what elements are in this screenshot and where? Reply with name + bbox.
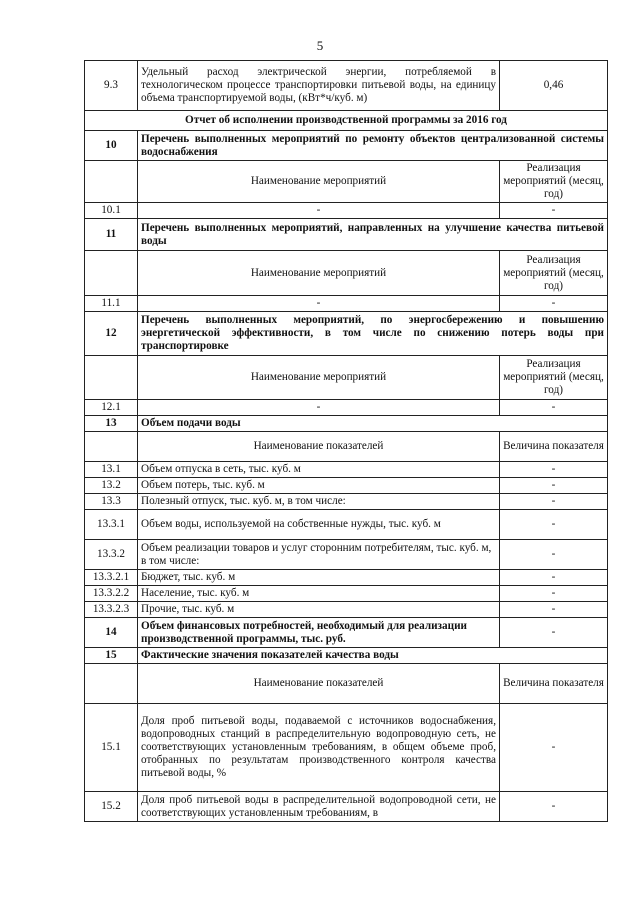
row-name: - [138, 203, 500, 219]
indicator-value: - [500, 478, 608, 494]
column-header-row [85, 251, 608, 296]
table-row [85, 494, 608, 510]
row-number: 13.3.2.3 [85, 602, 138, 618]
indicator-value: - [500, 494, 608, 510]
section-title: Объем финансовых потребностей, необходимый для реализации производственной программы, тыс. руб. [138, 618, 500, 648]
table-row [85, 540, 608, 570]
table-row [85, 296, 608, 312]
column-header-row [85, 356, 608, 400]
row-name: - [138, 296, 500, 312]
column-header-implementation: Реализация мероприятий (месяц, год) [500, 161, 608, 203]
row-value: - [500, 203, 608, 219]
row-number: 15.2 [85, 792, 138, 822]
indicator-value: - [500, 570, 608, 586]
table-row [85, 462, 608, 478]
section-title: Перечень выполненных мероприятий по ремонту объектов централизованной системы водоснабжения [138, 131, 608, 161]
indicator-value: - [500, 540, 608, 570]
indicator-value: - [500, 602, 608, 618]
indicator-value: - [500, 792, 608, 822]
indicator-text: Объем отпуска в сеть, тыс. куб. м [138, 462, 500, 478]
column-header-name: Наименование показателей [138, 432, 500, 462]
column-header-value: Величина показателя [500, 664, 608, 704]
row-number: 13.2 [85, 478, 138, 494]
section-header-row [85, 416, 608, 432]
section-number: 14 [85, 618, 138, 648]
indicator-text: Объем реализации товаров и услуг сторонним потребителям, тыс. куб. м, в том числе: [138, 540, 500, 570]
production-program-table [84, 60, 608, 822]
row-number: 13.3.2.1 [85, 570, 138, 586]
row-value: - [500, 400, 608, 416]
section-header-row [85, 618, 608, 648]
row-number: 13.3.2.2 [85, 586, 138, 602]
section-header-row [85, 131, 608, 161]
row-number: 15.1 [85, 704, 138, 792]
section-number: 15 [85, 648, 138, 664]
column-header-name: Наименование мероприятий [138, 161, 500, 203]
table-row [85, 400, 608, 416]
section-title: Фактические значения показателей качества воды [138, 648, 608, 664]
section-header-row [85, 219, 608, 251]
page-number: 5 [316, 38, 324, 53]
table-row [85, 61, 608, 111]
indicator-text: Объем воды, используемой на собственные нужды, тыс. куб. м [138, 510, 500, 540]
row-number: 13.3 [85, 494, 138, 510]
row-number: 11.1 [85, 296, 138, 312]
report-title: Отчет об исполнении производственной программы за 2016 год [85, 111, 608, 131]
section-number: 13 [85, 416, 138, 432]
indicator-text: Удельный расход электрической энергии, потребляемой в технологическом процессе транспортировки питьевой воды, на единицу объема транспортируемой воды, (кВт*ч/куб. м) [138, 61, 500, 111]
section-header-row [85, 648, 608, 664]
table-row [85, 602, 608, 618]
table-row [85, 570, 608, 586]
indicator-value: - [500, 704, 608, 792]
column-header-row [85, 432, 608, 462]
indicator-value: - [500, 510, 608, 540]
indicator-text: Объем потерь, тыс. куб. м [138, 478, 500, 494]
row-number: 9.3 [85, 61, 138, 111]
section-title-row [85, 111, 608, 131]
indicator-value: 0,46 [500, 61, 608, 111]
section-number: 12 [85, 312, 138, 356]
indicator-text: Полезный отпуск, тыс. куб. м, в том числе: [138, 494, 500, 510]
row-number: 10.1 [85, 203, 138, 219]
indicator-value: - [500, 462, 608, 478]
indicator-text: Доля проб питьевой воды, подаваемой с источников водоснабжения, водопроводных станций в распределительную водопроводную сеть, не соответствующих установленным требованиям, в общем объеме проб, отобранных по результатам производственного контроля качества питьевой воды, % [138, 704, 500, 792]
column-header-row [85, 161, 608, 203]
section-number: 11 [85, 219, 138, 251]
indicator-text: Прочие, тыс. куб. м [138, 602, 500, 618]
row-number: 13.3.2 [85, 540, 138, 570]
row-number: 13.3.1 [85, 510, 138, 540]
indicator-value: - [500, 586, 608, 602]
row-value: - [500, 296, 608, 312]
column-header-name: Наименование мероприятий [138, 251, 500, 296]
row-name: - [138, 400, 500, 416]
table-row [85, 704, 608, 792]
section-number: 10 [85, 131, 138, 161]
column-header-row [85, 664, 608, 704]
section-header-row [85, 312, 608, 356]
table-row [85, 203, 608, 219]
row-number: 13.1 [85, 462, 138, 478]
table-row [85, 792, 608, 822]
indicator-text: Бюджет, тыс. куб. м [138, 570, 500, 586]
section-title: Перечень выполненных мероприятий, по энергосбережению и повышению энергетической эффективности, в том числе по снижению потерь воды при транспортировке [138, 312, 608, 356]
column-header-implementation: Реализация мероприятий (месяц, год) [500, 251, 608, 296]
column-header-value: Величина показателя [500, 432, 608, 462]
table-row [85, 478, 608, 494]
column-header-name: Наименование мероприятий [138, 356, 500, 400]
section-value: - [500, 618, 608, 648]
indicator-text: Доля проб питьевой воды в распределительной водопроводной сети, не соответствующих установленным требованиям, в [138, 792, 500, 822]
column-header-name: Наименование показателей [138, 664, 500, 704]
table-row [85, 510, 608, 540]
indicator-text: Население, тыс. куб. м [138, 586, 500, 602]
row-number: 12.1 [85, 400, 138, 416]
section-title: Перечень выполненных мероприятий, направленных на улучшение качества питьевой воды [138, 219, 608, 251]
section-title: Объем подачи воды [138, 416, 608, 432]
table-row [85, 586, 608, 602]
column-header-implementation: Реализация мероприятий (месяц, год) [500, 356, 608, 400]
